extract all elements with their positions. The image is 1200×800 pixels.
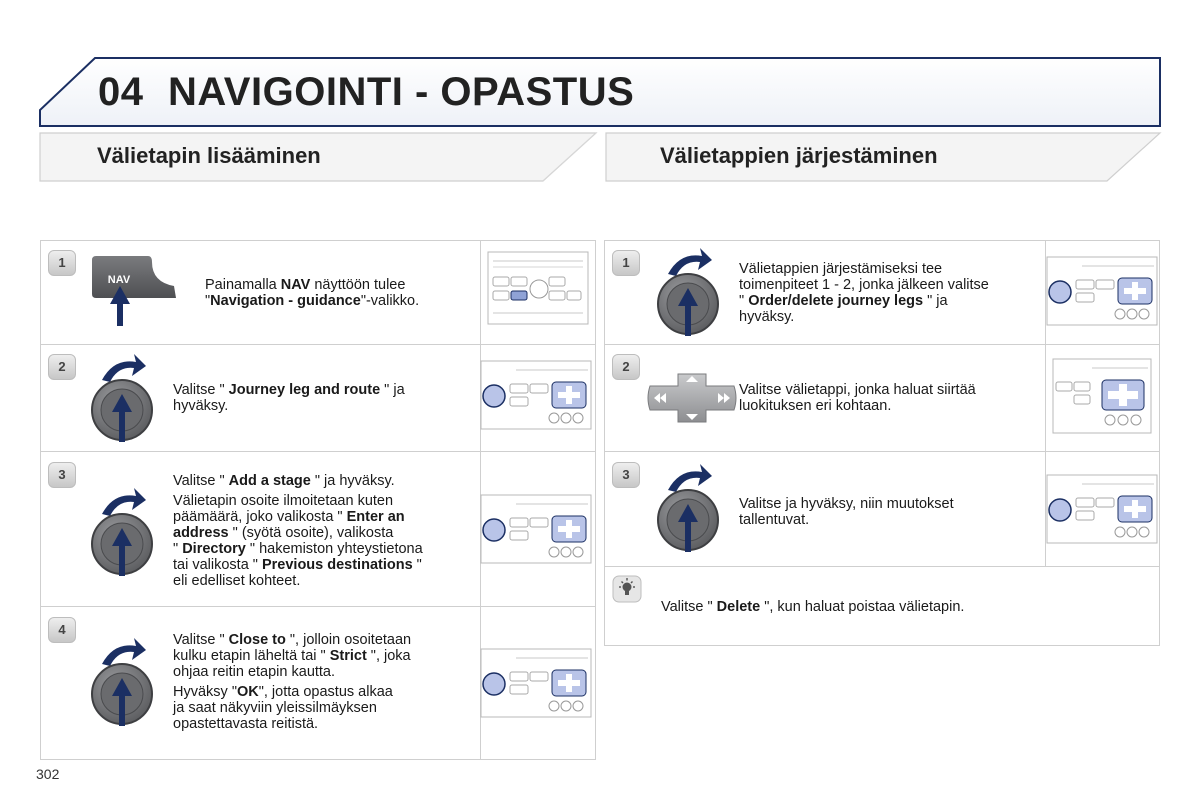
device-thumbnail [1052,358,1152,434]
rotate-knob-icon [654,244,726,340]
device-thumbnail [480,360,592,430]
step-text: Valitse " Add a stage " ja hyväksy. Välietapin osoite ilmoitetaan kuten päämäärä, joko valikosta " Enter an address " (syötä osoite), valikosta " Directory " hakemiston yhteystietona tai valikosta " Previous destinations " eli edelliset kohteet. [173,473,423,589]
chapter-number: 04 [98,70,144,114]
rotate-knob-icon [88,484,160,580]
chapter-title: NAVIGOINTI - OPASTUS [168,70,635,114]
step-text: Valitse " Close to ", jolloin osoitetaan kulku etapin läheltä tai " Strict ", joka ohjaa reitin etapin kautta. Hyväksy "OK", jotta opastus alkaa ja saat näkyviin yleissilmäyksen opastettavasta reitistä. [173,632,412,732]
device-thumbnail [480,648,592,718]
lightbulb-tip-icon [612,575,642,603]
row-separator [604,451,1160,452]
device-thumbnail [1046,474,1158,544]
row-separator [40,344,596,345]
step-badge: 1 [48,250,76,276]
step-text: Valitse ja hyväksy, niin muutokset tallentuvat. [739,496,954,528]
tip-text: Valitse " Delete ", kun haluat poistaa välietapin. [661,599,965,615]
row-separator [604,344,1160,345]
device-thumbnail [1046,256,1158,326]
step-badge: 1 [612,250,640,276]
right-section-title: Välietappien järjestäminen [660,143,938,168]
rotate-knob-icon [88,634,160,730]
device-thumbnail [480,494,592,564]
step-badge: 3 [612,462,640,488]
step-badge: 3 [48,462,76,488]
step-text: Välietappien järjestämiseksi tee toimenpiteet 1 - 2, jonka jälkeen valitse " Order/delete journey legs " ja hyväksy. [739,261,989,325]
row-separator [604,566,1160,567]
direction-pad-icon [646,372,738,424]
step-text: Valitse välietappi, jonka haluat siirtää luokituksen eri kohtaan. [739,382,976,414]
step-text: Painamalla NAV näyttöön tulee "Navigation - guidance"-valikko. [205,277,420,309]
step-text: Valitse " Journey leg and route " ja hyväksy. [173,382,405,414]
nav-label: NAV [107,274,131,286]
device-thumbnail [487,251,589,325]
step-badge: 2 [48,354,76,380]
row-separator [40,451,596,452]
page-number: 302 [36,766,60,782]
row-separator [40,606,596,607]
left-section-title: Välietapin lisääminen [97,143,321,168]
step-badge: 4 [48,617,76,643]
rotate-knob-icon [88,350,160,446]
nav-button-icon [88,252,182,330]
step-badge: 2 [612,354,640,380]
rotate-knob-icon [654,460,726,556]
